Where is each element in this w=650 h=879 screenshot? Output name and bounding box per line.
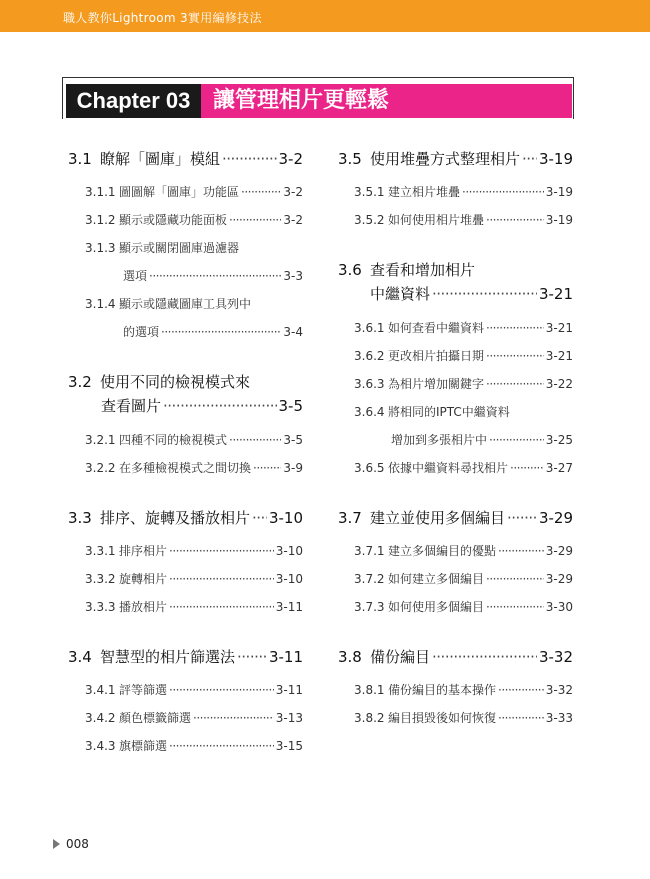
toc-section-cont[interactable]: 中繼資料 ····· 3-21 [370,283,573,304]
toc-section[interactable]: 3.5 使用堆疊方式整理相片 ····· 3-19 [338,148,573,169]
toc-subsection[interactable]: 3.6.3 為相片增加關鍵字 ····· 3-22 [354,375,573,392]
page-ref: 3-10 [275,572,303,586]
page-ref: 3-2 [283,185,303,199]
toc-subsection[interactable]: 3.7.1 建立多個編目的優點 ····· 3-29 [354,542,573,559]
toc-section[interactable]: 3.7 建立並使用多個編目 ····· 3-29 [338,507,573,528]
toc-subsection[interactable]: 3.4.3 旗標篩選 ····· 3-15 [85,737,303,754]
chapter-title: 讓管理相片更輕鬆 [201,84,572,118]
page-ref: 3-2 [283,213,303,227]
book-title: 職人教你Lightroom 3實用編修技法 [63,11,262,25]
leader-dots [510,461,544,475]
leader-dots [486,349,544,363]
toc-subsection[interactable]: 3.6.5 依據中繼資料尋找相片 ····· 3-27 [354,459,573,476]
page-ref: 3-11 [268,648,303,666]
toc-subsection[interactable]: 3.7.2 如何建立多個編目 ····· 3-29 [354,570,573,587]
toc-section[interactable]: 3.6 查看和增加相片 [338,261,476,279]
leader-dots [252,509,267,527]
leader-dots [161,325,281,339]
toc-subsection[interactable]: 3.3.2 旋轉相片 ····· 3-10 [85,570,303,587]
leader-dots [507,509,537,527]
toc-section[interactable]: 3.4 智慧型的相片篩選法 ····· 3-11 [68,646,303,667]
toc-subsection[interactable]: 3.3.3 播放相片 ····· 3-11 [85,598,303,615]
page-ref: 3-11 [275,683,303,697]
leader-dots [241,185,281,199]
page-ref: 3-11 [275,600,303,614]
toc-subsection[interactable]: 3.1.2 顯示或隱藏功能面板 ····· 3-2 [85,211,303,228]
page-ref: 3-21 [538,285,573,303]
toc-subsection[interactable]: 3.2.1 四種不同的檢視模式 ····· 3-5 [85,431,303,448]
toc-subsection[interactable]: 3.5.1 建立相片堆疊 ····· 3-19 [354,183,573,200]
page-arrow-icon [53,839,60,849]
header-bar [0,0,650,32]
page-ref: 3-5 [283,433,303,447]
page-ref: 3-32 [545,683,573,697]
toc-subsection[interactable]: 3.7.3 如何使用多個編目 ····· 3-30 [354,598,573,615]
leader-dots [498,711,544,725]
page-ref: 3-19 [545,185,573,199]
toc-subsection[interactable]: 3.8.1 備份編目的基本操作 ····· 3-32 [354,681,573,698]
leader-dots [163,397,276,415]
leader-dots [169,544,274,558]
page-ref: 3-9 [283,461,303,475]
leader-dots [149,269,281,283]
toc-subsection[interactable]: 3.4.1 評等篩選 ····· 3-11 [85,681,303,698]
page-ref: 3-29 [538,509,573,527]
toc-section-cont[interactable]: 查看圖片 ····· 3-5 [101,395,303,416]
leader-dots [498,544,544,558]
toc-subsection[interactable]: 3.6.4 將相同的IPTC中繼資料 [354,405,510,419]
leader-dots [229,433,281,447]
page-ref: 3-10 [268,509,303,527]
toc-subsection[interactable]: 3.6.1 如何查看中繼資料 ····· 3-21 [354,319,573,336]
page-ref: 3-19 [545,213,573,227]
page-ref: 3-13 [275,711,303,725]
chapter-label: Chapter 03 [66,84,201,118]
page-ref: 3-3 [283,269,303,283]
leader-dots [486,572,544,586]
toc-subsection[interactable]: 3.1.3 顯示或關閉圖庫過濾器 [85,241,240,255]
toc-subsection[interactable]: 3.4.2 顏色標籤篩選 ····· 3-13 [85,709,303,726]
page-ref: 3-32 [538,648,573,666]
leader-dots [486,377,544,391]
leader-dots [486,321,544,335]
leader-dots [237,648,267,666]
page-ref: 3-27 [545,461,573,475]
toc-subsection-cont[interactable]: 的選項 ····· 3-4 [123,323,303,340]
toc-subsection[interactable]: 3.3.1 排序相片 ····· 3-10 [85,542,303,559]
page-ref: 3-29 [545,544,573,558]
toc-subsection[interactable]: 3.6.2 更改相片拍攝日期 ····· 3-21 [354,347,573,364]
page-ref: 3-30 [545,600,573,614]
page-ref: 3-19 [538,150,573,168]
leader-dots [522,150,537,168]
toc-section[interactable]: 3.1 瞭解「圖庫」模組 ····· 3-2 [68,148,303,169]
leader-dots [169,600,274,614]
toc-subsection-cont[interactable]: 增加到多張相片中 ····· 3-25 [391,431,573,448]
page-ref: 3-10 [275,544,303,558]
toc-subsection[interactable]: 3.1.1 圖圖解「圖庫」功能區 ····· 3-2 [85,183,303,200]
page-ref: 3-21 [545,321,573,335]
leader-dots [222,150,276,168]
page-ref: 3-33 [545,711,573,725]
page-number: 008 [66,837,89,851]
toc-subsection[interactable]: 3.5.2 如何使用相片堆疊 ····· 3-19 [354,211,573,228]
page-ref: 3-22 [545,377,573,391]
toc-subsection[interactable]: 3.2.2 在多種檢視模式之間切換 ····· 3-9 [85,459,303,476]
leader-dots [486,600,544,614]
page-ref: 3-25 [545,433,573,447]
leader-dots [169,572,274,586]
toc-section[interactable]: 3.3 排序、旋轉及播放相片 ····· 3-10 [68,507,303,528]
page-ref: 3-29 [545,572,573,586]
toc-subsection[interactable]: 3.1.4 顯示或隱藏圖庫工具列中 [85,297,252,311]
toc-section[interactable]: 3.8 備份編目 ····· 3-32 [338,646,573,667]
page-ref: 3-15 [275,739,303,753]
leader-dots [193,711,274,725]
leader-dots [253,461,281,475]
leader-dots [486,213,544,227]
leader-dots [462,185,544,199]
leader-dots [489,433,544,447]
leader-dots [169,683,274,697]
toc-subsection[interactable]: 3.8.2 編目損毀後如何恢復 ····· 3-33 [354,709,573,726]
page-ref: 3-4 [283,325,303,339]
page-ref: 3-21 [545,349,573,363]
toc-subsection-cont[interactable]: 選項 ····· 3-3 [123,267,303,284]
toc-section[interactable]: 3.2 使用不同的檢視模式來 [68,373,251,391]
page-ref: 3-2 [278,150,303,168]
leader-dots [432,648,537,666]
leader-dots [498,683,544,697]
leader-dots [169,739,274,753]
leader-dots [432,285,537,303]
leader-dots [229,213,281,227]
page-ref: 3-5 [278,397,303,415]
